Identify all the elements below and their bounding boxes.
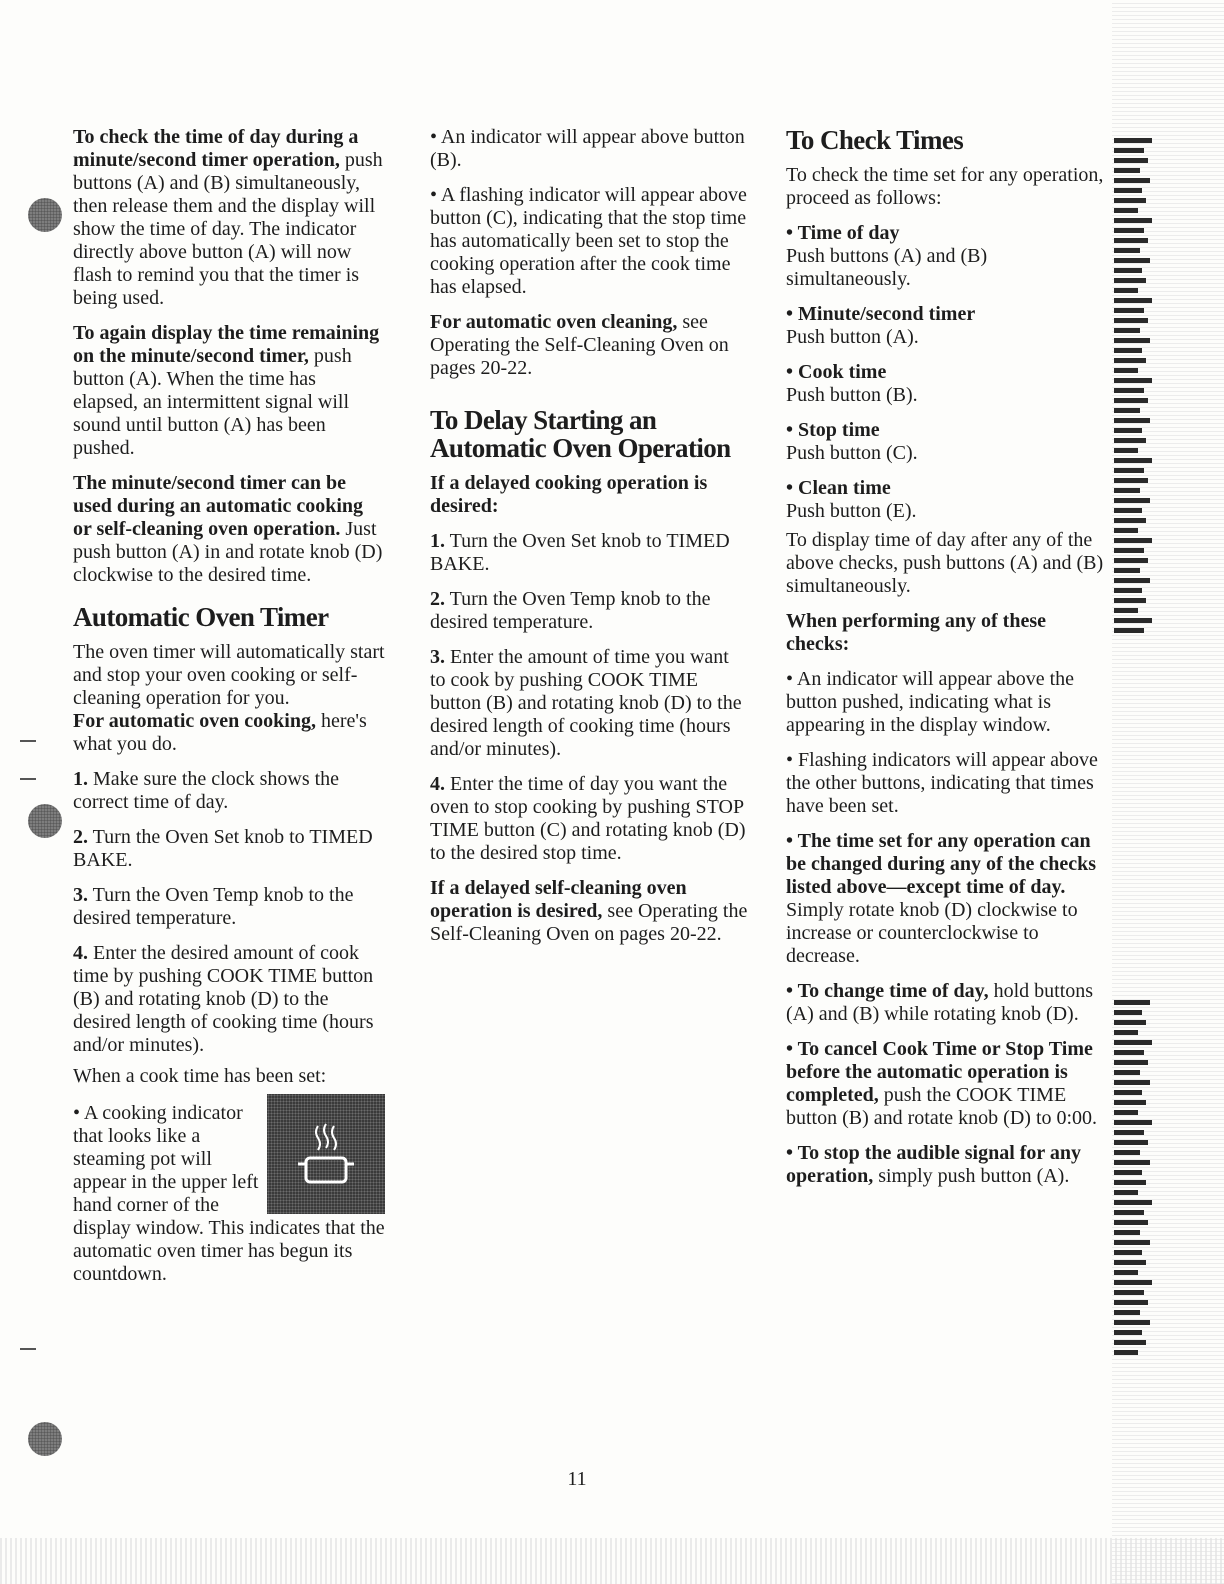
bullet-item: • To change time of day, hold buttons (A) and (B) while rotating knob (D). bbox=[786, 980, 1104, 1026]
paragraph: If a delayed self-cleaning oven operation is desired, see Operating the Self-Cleaning Oven on pages 20-22. bbox=[430, 877, 748, 945]
paragraph: To check the time set for any operation, proceed as follows: bbox=[786, 164, 1104, 209]
scan-edge bbox=[1112, 0, 1224, 1584]
step-item: 3. Enter the amount of time you want to cook by pushing COOK TIME button (B) and rotating knob (D) to the desired length of cooking time (hours and/or minutes). bbox=[430, 646, 742, 760]
margin-mark bbox=[20, 1348, 36, 1350]
page-number: 11 bbox=[567, 1468, 587, 1490]
paragraph: To again display the time remaining on the minute/second timer, push button (A). When the time has elapsed, an intermittent signal will sound until button (A) has been pushed. bbox=[73, 322, 380, 459]
step-item: 1. Turn the Oven Set knob to TIMED BAKE. bbox=[430, 530, 730, 575]
binder-hole bbox=[28, 804, 62, 838]
bullet-item: • The time set for any operation can be changed during any of the checks listed above—except time of day. Simply rotate knob (D) clockwise to increase or counterclockwise to decrease. bbox=[786, 830, 1104, 968]
bullet-item: • Flashing indicators will appear above the other buttons, indicating that times have been set. bbox=[786, 749, 1104, 818]
step-item: 4. Enter the time of day you want the oven to stop cooking by pushing STOP TIME button (C) and rotating knob (D) to the desired stop time. bbox=[430, 773, 746, 864]
paragraph-lead: To again display the time remaining on the minute/second timer, bbox=[73, 322, 380, 367]
paragraph: When a cook time has been set: bbox=[73, 1065, 327, 1087]
section-heading: To Delay Starting an Automatic Oven Operation bbox=[430, 405, 731, 463]
check-item: • Stop time Push button (C). bbox=[786, 419, 1104, 465]
step-item: 3. Turn the Oven Temp knob to the desired temperature. bbox=[73, 884, 354, 929]
paragraph: To display time of day after any of the above checks, push buttons (A) and (B) simultaneously. bbox=[786, 529, 1104, 597]
paragraph-lead: To check the time of day during a minute/second timer operation, bbox=[73, 126, 359, 171]
subheading: When performing any of these checks: bbox=[786, 610, 1046, 655]
step-item: 2. Turn the Oven Temp knob to the desired temperature. bbox=[430, 588, 711, 633]
paragraph-lead: The minute/second timer can be used during an automatic cooking or self-cleaning oven operation. bbox=[73, 472, 364, 540]
check-item: • Cook time Push button (B). bbox=[786, 361, 1104, 407]
bullet-item: • To stop the audible signal for any operation, simply push button (A). bbox=[786, 1142, 1104, 1188]
binder-hole bbox=[28, 1422, 62, 1456]
check-item: • Clean time Push button (E). bbox=[786, 477, 1104, 523]
step-item: 2. Turn the Oven Set knob to TIMED BAKE. bbox=[73, 826, 373, 871]
bullet-item: • A cooking indicator that looks like a steaming pot will appear in the upper left hand corner of the bbox=[73, 1102, 259, 1217]
check-item: • Minute/second timer Push button (A). bbox=[786, 303, 1104, 349]
paragraph: The oven timer will automatically start and stop your oven cooking or self-cleaning operation for you. For automatic oven cooking, here's what you do. bbox=[73, 641, 385, 755]
column-middle bbox=[430, 126, 748, 958]
margin-mark bbox=[20, 740, 36, 742]
scan-edge-bottom bbox=[0, 1538, 1224, 1584]
check-item: • Time of day Push buttons (A) and (B) simultaneously. bbox=[786, 222, 1104, 291]
paragraph: For automatic oven cleaning, see Operating the Self-Cleaning Oven on pages 20-22. bbox=[430, 311, 729, 379]
bullet-item: • An indicator will appear above the button pushed, indicating what is appearing in the display window. bbox=[786, 668, 1104, 737]
paragraph: The minute/second timer can be used during an automatic cooking or self-cleaning oven operation. Just push button (A) in and rotate knob (D) clockwise to the desired time. bbox=[73, 472, 383, 586]
paragraph: To check the time of day during a minute/second timer operation, push buttons (A) and (B) simultaneously, then release them and the display will show the time of day. The indicator directly above button (A) will now flash to remind you that the timer is being used. bbox=[73, 126, 383, 309]
section-heading: Automatic Oven Timer bbox=[73, 602, 329, 632]
bullet-item: • An indicator will appear above button (B). bbox=[430, 126, 748, 172]
binder-hole bbox=[28, 198, 62, 232]
bullet-item: • A flashing indicator will appear above button (C), indicating that the stop time has automatically been set to stop the cooking operation after the cook time has elapsed. bbox=[430, 184, 748, 299]
steaming-pot-icon bbox=[267, 1094, 385, 1214]
margin-mark bbox=[20, 778, 36, 780]
cooking-indicator-row bbox=[73, 1102, 385, 1217]
bullet-item: • To cancel Cook Time or Stop Time before the automatic operation is completed, push the COOK TIME button (B) and rotate knob (D) to 0:00. bbox=[786, 1038, 1104, 1130]
column-left bbox=[73, 126, 385, 1298]
paragraph: display window. This indicates that the automatic oven timer has begun its countdown. bbox=[73, 1217, 385, 1285]
step-item: 4. Enter the desired amount of cook time by pushing COOK TIME button (B) and rotating knob (D) to the desired length of cooking time (hours and/or minutes). bbox=[73, 942, 374, 1056]
step-item: 1. Make sure the clock shows the correct time of day. bbox=[73, 768, 340, 813]
column-right bbox=[786, 126, 1104, 1200]
subheading: If a delayed cooking operation is desired: bbox=[430, 472, 708, 517]
edge-marks bbox=[1114, 1000, 1154, 1360]
edge-marks bbox=[1114, 138, 1154, 638]
section-heading: To Check Times bbox=[786, 125, 964, 155]
